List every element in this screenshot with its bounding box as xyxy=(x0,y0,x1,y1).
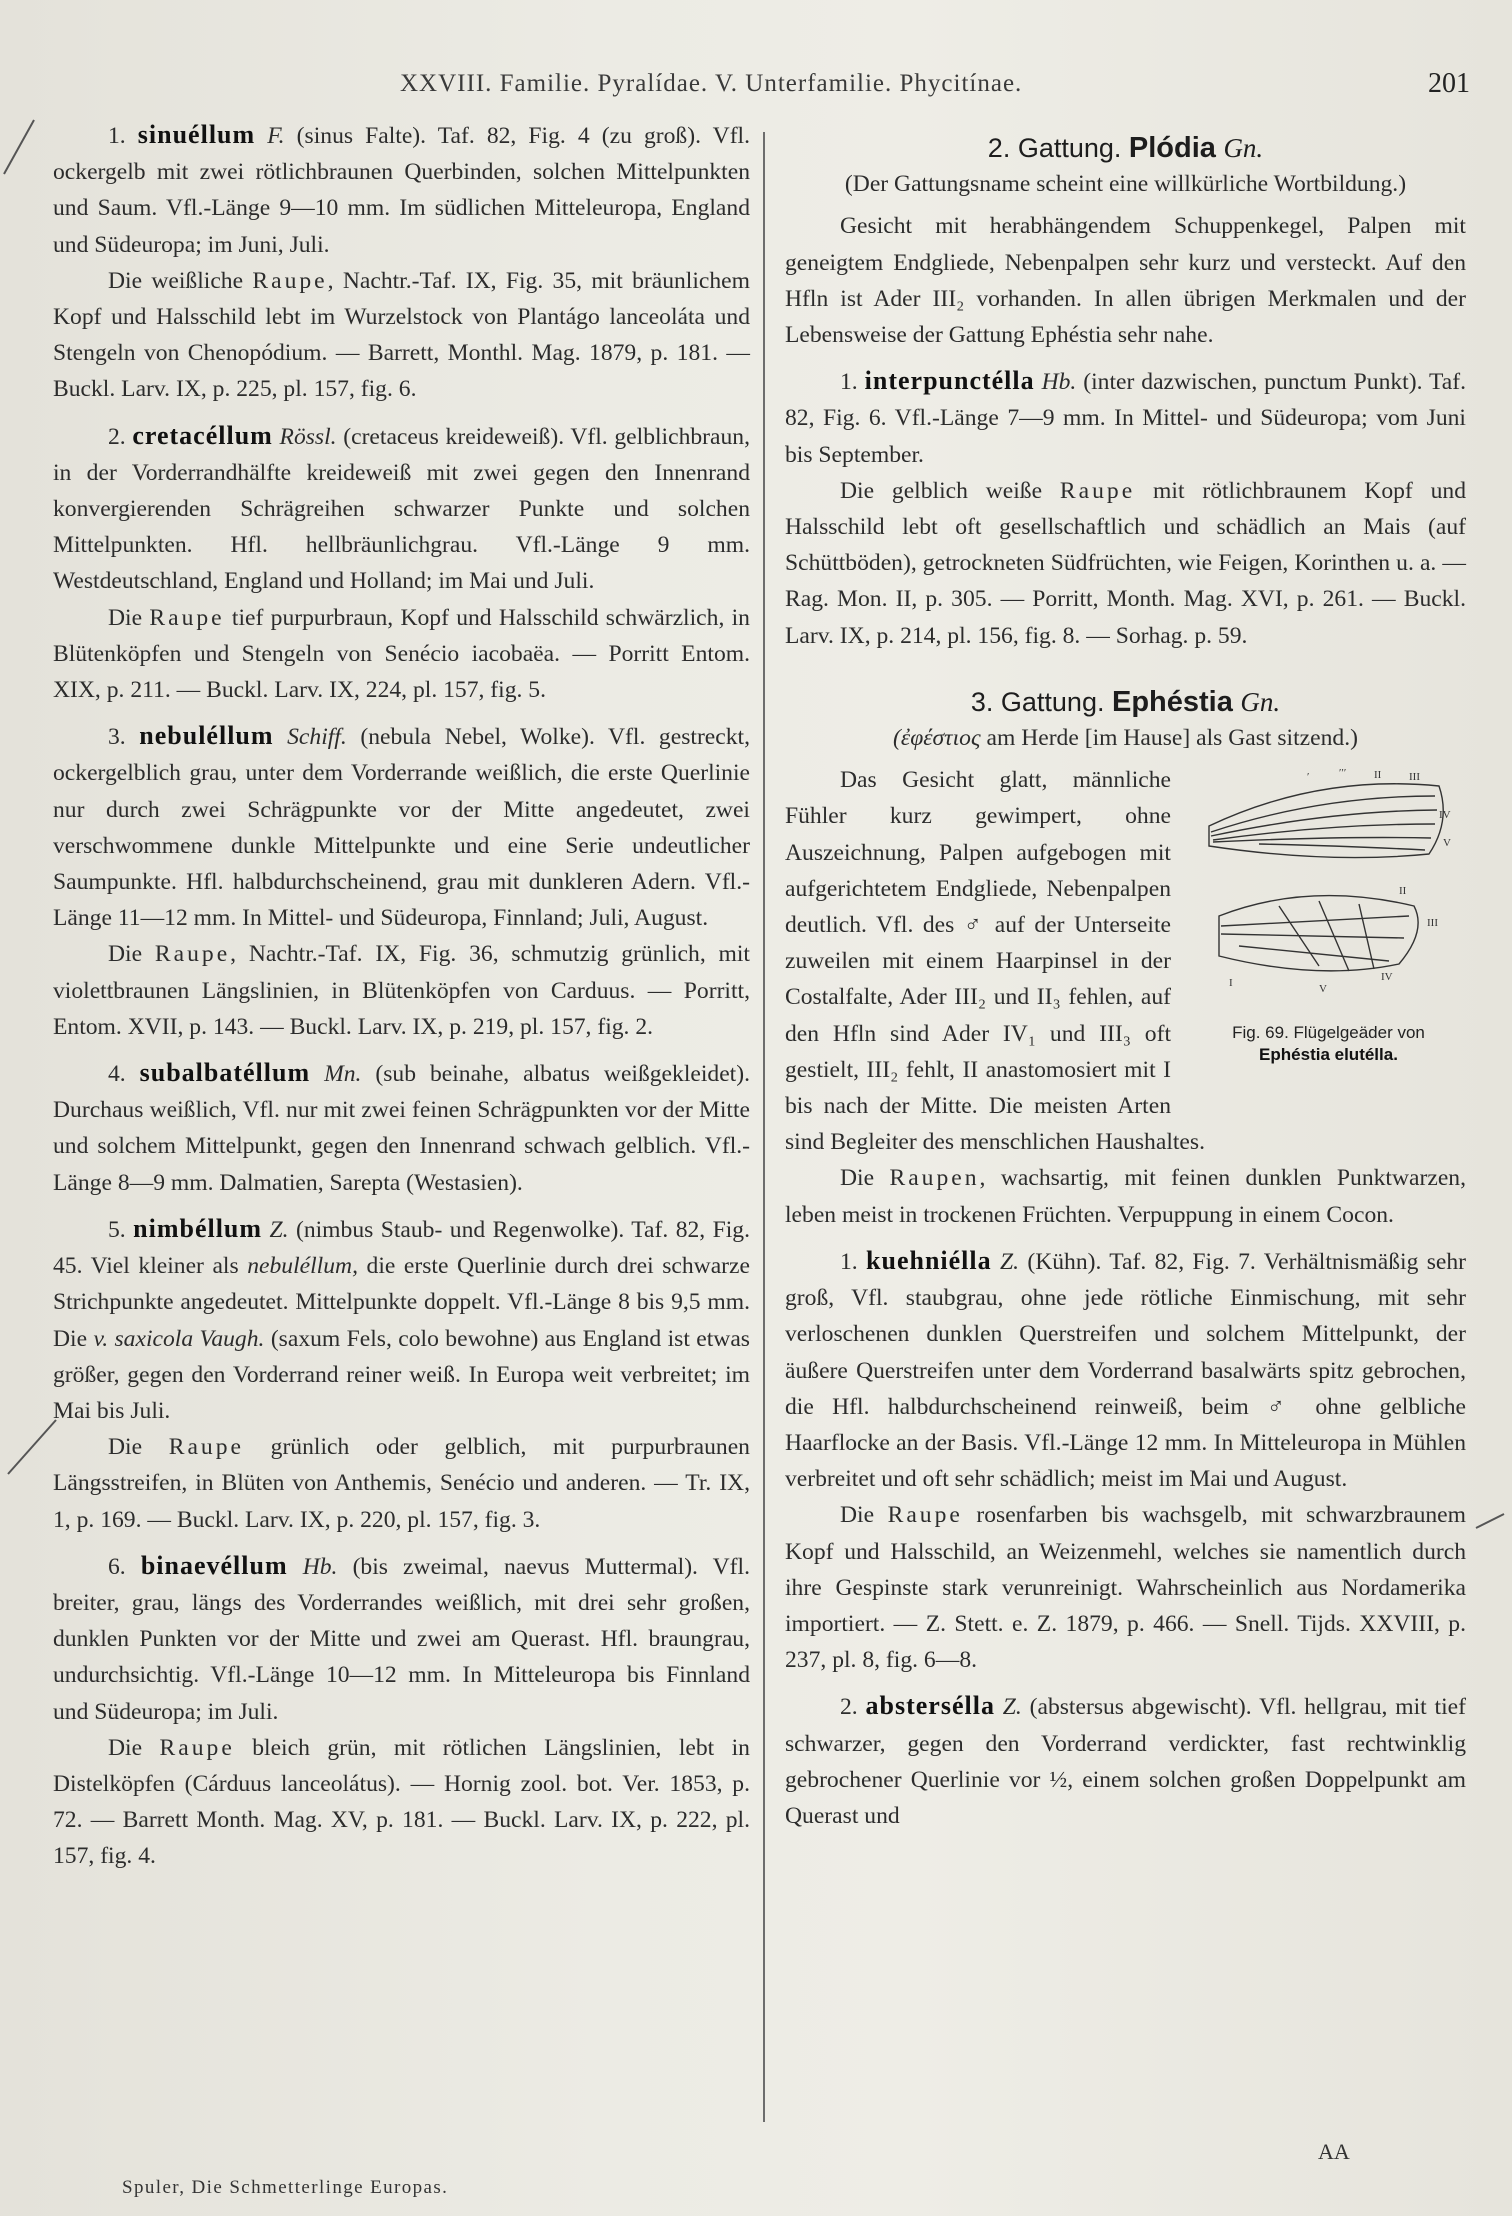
right-column xyxy=(785,130,1466,1834)
species-entry: 1. interpunctélla Hb. (inter dazwischen, punctum Punkt). Taf. 82, Fig. 6. Vfl.-Länge 7—9 mm. In Mittel- und Südeuropa; vom Juni bis September. xyxy=(785,366,1466,468)
svg-text:II: II xyxy=(1398,885,1406,898)
svg-text:IV: IV xyxy=(1380,971,1393,984)
species-entry: 2. abstersélla Z. (abstersus abgewischt). Vfl. hellgrau, mit tief schwarzer, gegen den Vorderrand verdickter, fast rechtwinklig gebrochener Querlinie vor ½, einem solchen großen Doppelpunkt am Querast und xyxy=(785,1691,1466,1829)
svg-text:III: III xyxy=(1426,917,1438,930)
species-author: Z. xyxy=(269,1216,289,1243)
species-description: (Kühn). Taf. 82, Fig. 7. Verhältnismäßig sehr groß, Vfl. staubgrau, ohne jede rötliche Einmischung, mit sehr verloschenen dunklen Querstreifen und solchem Mittelpunkt, der äußere Querstreifen unter dem Vorderrand basalwärts spitz gebrochen, die Hfl. halbdurchscheinend reinweiß, beim ♂ ohne gelbliche Haarflocke an der Basis. Vfl.-Länge 12 mm. In Mitteleuropa in Mühlen verbreitet und oft sehr schädlich; meist im Mai und August. xyxy=(785,1248,1467,1493)
larva-keyword: Raupe xyxy=(159,1734,235,1761)
species-description: (saxum Fels, colo bewohne) aus England ist etwas größer, gegen den Vorderrand reiner weiß. In Europa weit verbreitet; im Mai bis Juli. xyxy=(53,1325,750,1424)
larva-text: grünlich oder gelblich, mit purpurbraunen Längsstreifen, in Blüten von Anthemis, Senécio und anderen. — Tr. IX, 1, p. 169. — Buckl. Larv. IX, p. 220, pl. 157, fig. 3. xyxy=(53,1434,750,1533)
larva-text: Die gelblich weiße xyxy=(840,477,1043,504)
larva-keyword: Raupe xyxy=(149,604,225,631)
genus-name: Plódia xyxy=(1128,132,1216,164)
larva-paragraph xyxy=(785,1497,1466,1678)
svg-text:III: III xyxy=(1408,771,1420,784)
larva-paragraph xyxy=(53,263,750,408)
larva-paragraph xyxy=(785,1160,1466,1232)
species-description: (sinus Falte). Taf. 82, Fig. 4 (zu groß). Vfl. ockergelb mit zwei rötlichbraunen Querbinden, solchen Mittelpunkten und Saum. Vfl.-Länge 9—10 mm. Im südlichen Mitteleuropa, England und Südeuropa; im Juni, Juli. xyxy=(53,123,751,258)
pencil-mark-icon xyxy=(0,112,40,182)
larva-paragraph xyxy=(53,936,750,1045)
pencil-mark-icon xyxy=(1474,1508,1508,1532)
larva-keyword: Raupe xyxy=(168,1434,244,1461)
species-entry: 4. subalbatéllum Mn. (sub beinahe, albatus weißgekleidet). Durchaus weißlich, Vfl. nur mit zwei feinen Schrägpunkten vor der Mitte und solchem Mittelpunkt, gegen den Innenrand schwach gelblich. Vfl.-Länge 8—9 mm. Dalmatien, Sarepta (Westasien). xyxy=(53,1058,750,1196)
genus-name: Ephéstia xyxy=(1111,685,1233,718)
larva-text: Die xyxy=(108,1734,143,1761)
figure-species: Ephéstia elutélla. xyxy=(1259,1045,1398,1065)
larva-keyword: Raupe xyxy=(887,1502,963,1529)
species-author: Z. xyxy=(1002,1694,1022,1721)
larva-paragraph xyxy=(53,600,750,709)
genus-author: Gn. xyxy=(1240,686,1281,717)
species-entry: 1. kuehniélla Z. (Kühn). Taf. 82, Fig. 7. Verhältnismäßig sehr groß, Vfl. staubgrau, ohne jede rötliche Einmischung, mit sehr verloschenen dunklen Querstreifen und solchem Mittelpunkt, der äußere Querstreifen unter dem Vorderrand basalwärts spitz gebrochen, die Hfl. halbdurchscheinend reinweiß, beim ♂ ohne gelbliche Haarflocke an der Basis. Vfl.-Länge 12 mm. In Mitteleuropa in Mühlen verbreitet und oft sehr schädlich; meist im Mai und August. xyxy=(785,1245,1467,1493)
species-name: interpunctélla xyxy=(864,366,1035,396)
left-column xyxy=(53,117,750,1875)
larva-text: , Nachtr.-Taf. IX, Fig. 35, mit bräunlichem Kopf und Halsschild lebt im Wurzelstock von Plantágo lanceoláta und Stengeln von Chenopódium. — Barrett, Monthl. Mag. 1879, p. 181. — Buckl. Larv. IX, p. 225, pl. 157, fig. 6. xyxy=(53,267,750,403)
species-description: (nebula Nebel, Wolke). Vfl. gestreckt, ockergelblich grau, unter dem Vorderrande weißlich, die erste Querlinie nur durch zwei Schrägpunkte vor der Mitte angedeutet, zwei verschwommene dunkle Mittelpunkte und eine Serie undeutlicher Saumpunkte. Hfl. halbdurchscheinend, grau mit dunkleren Adern. Vfl.-Länge 11—12 mm. In Mittel- und Südeuropa, Finnland; Juli, August. xyxy=(53,724,750,932)
larva-keyword: Raupe xyxy=(252,267,328,294)
svg-text:I: I xyxy=(1228,977,1233,990)
species-author: Mn. xyxy=(324,1061,362,1088)
species-name: nebuléllum xyxy=(139,721,274,751)
svg-text:V: V xyxy=(1442,837,1451,850)
species-entry: 6. binaevéllum Hb. (bis zweimal, naevus Muttermal). Vfl. breiter, grau, längs des Vorderrandes weißlich, mit drei sehr großen, dunklen Punkten vor der Mitte und zwei am Querast. Hfl. braungrau, undurchsichtig. Vfl.-Länge 10—12 mm. In Mitteleuropa bis Finnland und Südeuropa; im Juli. xyxy=(53,1550,750,1725)
svg-text:′: ′ xyxy=(1306,771,1309,784)
genus-label: 3. Gattung. xyxy=(970,686,1105,717)
larva-text: tief purpurbraun, Kopf und Halsschild schwärzlich, in Blütenköpfen und Stengeln von Senécio iacobaëa. — Porritt Entom. XIX, p. 211. — Buckl. Larv. IX, 224, pl. 157, fig. 5. xyxy=(53,604,750,704)
larva-text: Die weißliche xyxy=(108,267,244,294)
genus-description: Gesicht mit herabhängendem Schuppenkegel, Palpen mit geneigtem Endgliede, Nebenpalpen sehr kurz und versteckt. Auf den Hfln ist Ader III₂ vorhanden. In allen übrigen Merkmalen und der Lebensweise der Gattung Ephéstia sehr nahe. xyxy=(785,213,1466,349)
larva-paragraph xyxy=(53,1429,750,1538)
larva-text: , Nachtr.-Taf. IX, Fig. 36, schmutzig grünlich, mit violettbraunen Längslinien, in Blütenköpfen von Carduus. — Porritt, Entom. XVII, p. 143. — Buckl. Larv. IX, p. 219, pl. 157, fig. 2. xyxy=(53,941,750,1040)
larva-keyword: Raupe xyxy=(1059,477,1136,504)
larva-text: Die xyxy=(108,604,143,631)
larva-text: bleich grün, mit rötlichen Längslinien, lebt in Distelköpfen (Cárduus lanceolátus). — Hornig zool. bot. Ver. 1853, p. 72. — Barrett Month. Mag. XV, p. 181. — Buckl. Larv. IX, p. 222, pl. 157, fig. 4. xyxy=(53,1734,750,1870)
signature-mark: AA xyxy=(1318,2139,1350,2164)
species-entry: 1. sinuéllum F. (sinus Falte). Taf. 82, Fig. 4 (zu groß). Vfl. ockergelb mit zwei rötlichbraunen Querbinden, solchen Mittelpunkten und Saum. Vfl.-Länge 9—10 mm. Im südlichen Mitteleuropa, England und Südeuropa; im Juni, Juli. xyxy=(53,120,751,258)
species-name: abstersélla xyxy=(865,1691,995,1721)
wing-venation-illustration xyxy=(1199,766,1459,1016)
page-number: 201 xyxy=(1428,68,1470,99)
larva-text: Die xyxy=(108,941,143,968)
running-header xyxy=(400,70,1470,110)
figure-caption: Fig. 69. Flügelgeäder von xyxy=(1232,1023,1425,1043)
larva-keyword: Raupen xyxy=(889,1165,980,1192)
species-author: Z. xyxy=(999,1248,1019,1275)
svg-text:′′′: ′′′ xyxy=(1338,767,1346,780)
species-description: (nimbus Staub- und Regenwolke). Taf. 82, Fig. 45. Viel kleiner als xyxy=(53,1216,751,1280)
figure-69 xyxy=(1191,766,1466,1096)
column-rule xyxy=(763,132,765,2122)
larva-text: rosenfarben bis wachsgelb, mit schwarzbraunem Kopf und Halsschild, an Weizenmehl, welches sie namentlich durch ihre Gespinste stark verunreinigt. Wahrscheinlich aus Nordamerika importiert. — Z. Stett. e. Z. 1879, p. 466. — Snell. Tijds. XXVIII, p. 237, pl. 8, fig. 6—8. xyxy=(785,1502,1466,1674)
species-name: binaevéllum xyxy=(140,1550,288,1580)
etymology-text: am Herde [im Hause] als Gast sitzend.) xyxy=(986,725,1358,752)
genus-etymology: (Der Gattungsname scheint eine willkürliche Wortbildung.) xyxy=(844,171,1407,198)
larva-text: mit rötlichbraunem Kopf und Halsschild lebt oft gesellschaftlich und schädlich an Mais (auf Schüttböden), getrockneten Südfrüchten, wie Feigen, Korinthen u. a. — Rag. Mon. II, p. 305. — Porritt, Month. Mag. XVI, p. 261. — Buckl. Larv. IX, p. 214, pl. 156, fig. 8. — Sorhag. p. 59. xyxy=(785,477,1467,649)
species-author: Hb. xyxy=(302,1553,338,1580)
larva-text: Die xyxy=(840,1165,875,1192)
larva-text: Die xyxy=(108,1434,143,1461)
genus-label: 2. Gattung. xyxy=(987,133,1122,163)
species-author: Schiff. xyxy=(287,724,347,751)
larva-text: , wachsartig, mit feinen dunklen Punktwarzen, leben meist in trockenen Früchten. Verpuppung in einem Cocon. xyxy=(785,1165,1466,1228)
running-title: XXVIII. Familie. Pyralídae. V. Unterfamilie. Phycitínae. xyxy=(400,70,1023,97)
variety-name: v. saxicola Vaugh. xyxy=(93,1325,265,1352)
species-description: (abstersus abgewischt). Vfl. hellgrau, mit tief schwarzer, gegen den Vorderrand verdickter, fast rechtwinklig gebrochener Querlinie vor ½, einem solchen großen Doppelpunkt am Querast und xyxy=(785,1694,1466,1829)
species-author: Hb. xyxy=(1041,369,1077,396)
genus-heading xyxy=(785,684,1466,720)
species-entry: 5. nimbéllum Z. (nimbus Staub- und Regenwolke). Taf. 82, Fig. 45. Viel kleiner als nebuléllum, die erste Querlinie durch drei schwarze Strichpunkte angedeutet. Mittelpunkte doppelt. Vfl.-Länge 8 bis 9,5 mm. Die v. saxicola Vaugh. (saxum Fels, colo bewohne) aus England ist etwas größer, gegen den Vorderrand reiner weiß. In Europa weit verbreitet; im Mai bis Juli. xyxy=(53,1213,751,1424)
species-entry: 3. nebuléllum Schiff. (nebula Nebel, Wolke). Vfl. gestreckt, ockergelblich grau, unter dem Vorderrande weißlich, die erste Querlinie nur durch zwei Schrägpunkte vor der Mitte angedeutet, zwei verschwommene dunkle Mittelpunkte und eine Serie undeutlicher Saumpunkte. Hfl. halbdurchscheinend, grau mit dunkleren Adern. Vfl.-Länge 11—12 mm. In Mittel- und Südeuropa, Finnland; Juli, August. xyxy=(53,721,750,932)
species-entry: 2. cretacéllum Rössl. (cretaceus kreideweiß). Vfl. gelblichbraun, in der Vorderrandhälfte kreideweiß mit zwei gegen den Innenrand konvergierenden Schrägreihen schwarzer Punkte und solchen Mittelpunkten. Hfl. hellbräunlichgrau. Vfl.-Länge 9 mm. Westdeutschland, England und Holland; im Mai und Juli. xyxy=(53,420,750,595)
svg-text:V: V xyxy=(1318,983,1327,996)
svg-text:II: II xyxy=(1373,769,1381,782)
species-description: die erste Querlinie durch drei schwarze Strichpunkte angedeutet. Mittelpunkte doppelt. Vfl.-Länge 8 bis 9,5 mm. Die xyxy=(53,1253,750,1352)
footer-imprint: Spuler, Die Schmetterlinge Europas. xyxy=(122,2177,449,2198)
genus-etymology xyxy=(785,720,1466,756)
species-name: subalbatéllum xyxy=(139,1058,311,1088)
species-description: (inter dazwischen, punctum Punkt). Taf. 82, Fig. 6. Vfl.-Länge 7—9 mm. In Mittel- und Südeuropa; vom Juni bis September. xyxy=(785,369,1466,468)
larva-paragraph xyxy=(53,1730,750,1875)
svg-text:IV: IV xyxy=(1438,809,1451,822)
species-reference: nebuléllum, xyxy=(247,1253,358,1280)
greek-word: (ἐφέστιος xyxy=(893,725,981,752)
species-name: kuehniélla xyxy=(866,1245,992,1275)
species-description: (bis zweimal, naevus Muttermal). Vfl. breiter, grau, längs des Vorderrandes weißlich, mit drei sehr großen, dunklen Punkten vor der Mitte und zwei am Querast. Hfl. braungrau, undurchsichtig. Vfl.-Länge 10—12 mm. In Mitteleuropa bis Finnland und Südeuropa; im Juli. xyxy=(53,1553,750,1725)
species-description: (cretaceus kreideweiß). Vfl. gelblichbraun, in der Vorderrandhälfte kreideweiß mit zwei gegen den Innenrand konvergierenden Schrägreihen schwarzer Punkte und solchen Mittelpunkten. Hfl. hellbräunlichgrau. Vfl.-Länge 9 mm. Westdeutschland, England und Holland; im Mai und Juli. xyxy=(53,423,750,595)
larva-keyword: Raupe xyxy=(154,941,231,968)
genus-description: Das Gesicht glatt, männliche Fühler kurz gewimpert, ohne Auszeichnung, Palpen aufgebogen mit aufgerichtetem Endgliede, Nebenpalpen deutlich. Vfl. des ♂ auf der Unterseite zuweilen mit einem Haarpinsel in der Costalfalte, Ader III₂ und II₃ fehlen, auf den Hfln sind Ader IV₁ und III₃ oft gestielt, III₂ fehlt, II anastomosiert mit I bis nach der Mitte. Die meisten Arten sind Begleiter des menschlichen Haushaltes. xyxy=(785,767,1205,1156)
genus-heading xyxy=(785,130,1466,166)
species-author: Rössl. xyxy=(279,423,337,450)
species-name: cretacéllum xyxy=(132,420,273,450)
species-name: sinuéllum xyxy=(137,120,256,149)
species-author: F. xyxy=(267,123,285,149)
genus-author: Gn. xyxy=(1223,133,1264,163)
species-name: nimbéllum xyxy=(133,1213,263,1243)
larva-paragraph xyxy=(785,473,1466,654)
species-description: (sub beinahe, albatus weißgekleidet). Durchaus weißlich, Vfl. nur mit zwei feinen Schrägpunkten vor der Mitte und solchem Mittelpunkt, gegen den Innenrand schwach gelblich. Vfl.-Länge 8—9 mm. Dalmatien, Sarepta (Westasien). xyxy=(53,1061,750,1196)
larva-text: Die xyxy=(840,1502,875,1529)
